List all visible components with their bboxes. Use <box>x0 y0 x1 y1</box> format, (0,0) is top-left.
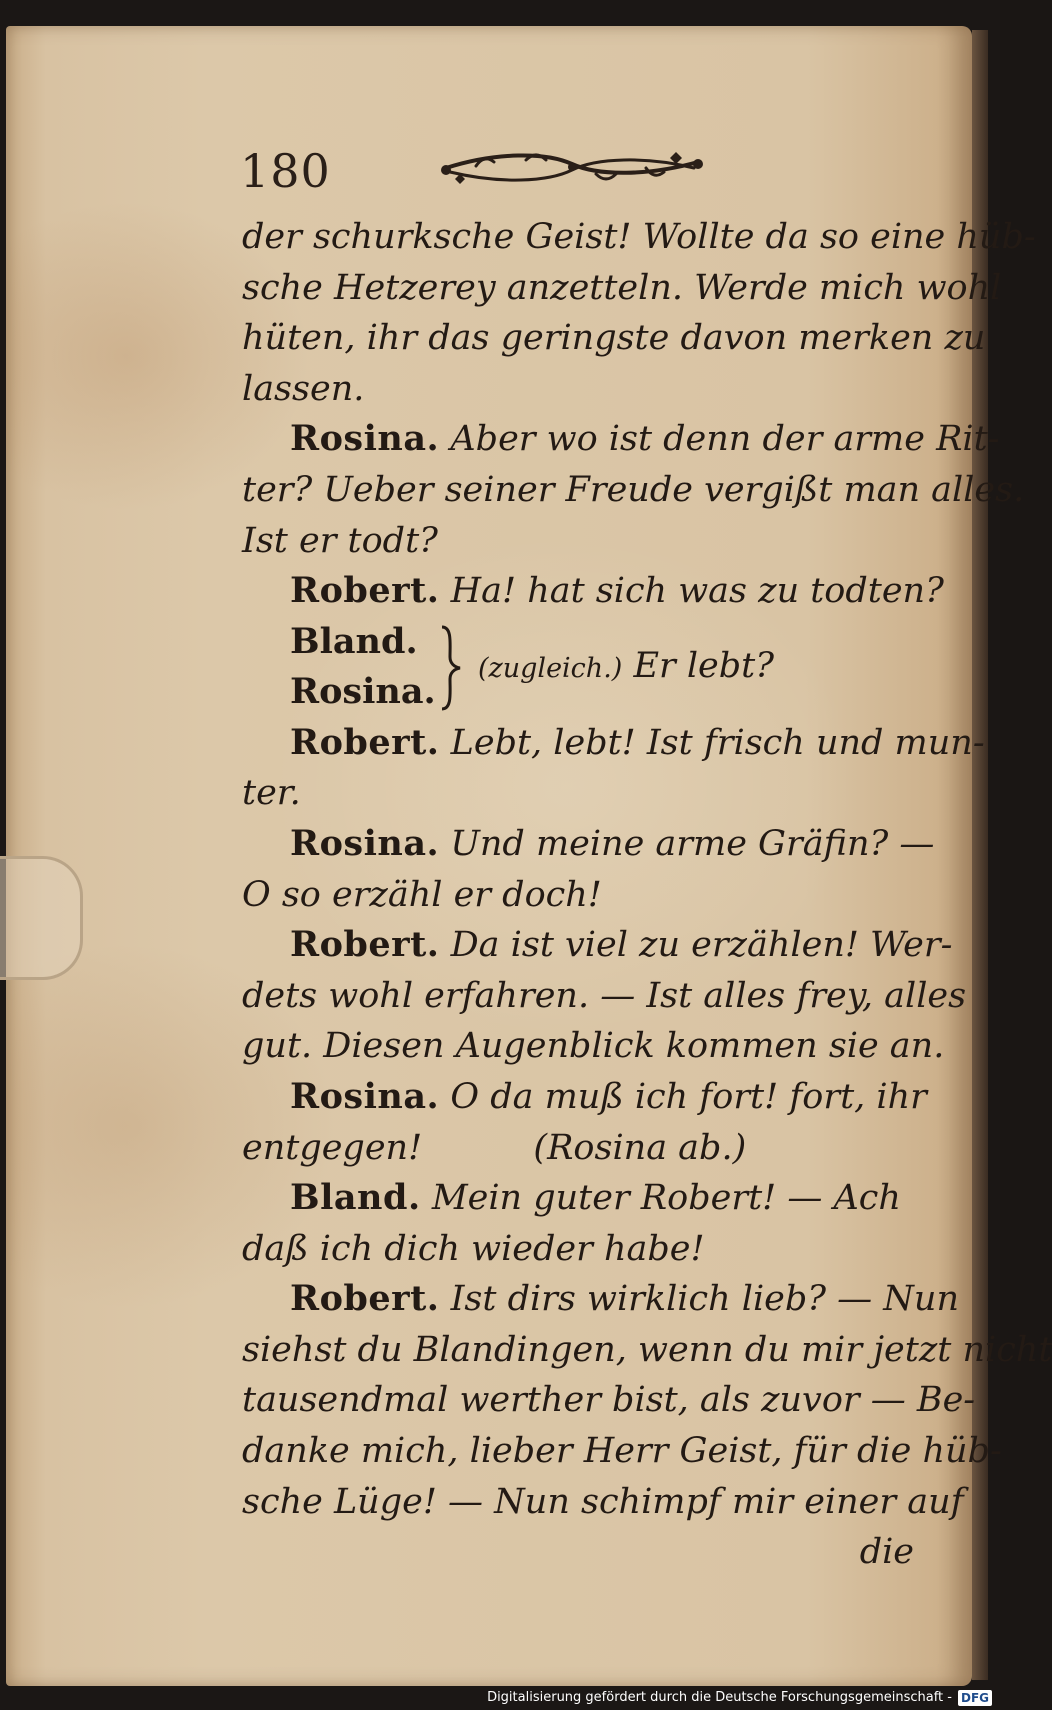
dfg-logo-icon: DFG <box>958 1690 992 1706</box>
text-line: Robert. Ist dirs wirklich lieb? — Nun <box>290 1278 959 1320</box>
speaker-name: Rosina. <box>290 418 440 460</box>
text-line: Bland. Mein guter Robert! — Ach <box>290 1177 901 1219</box>
speaker-name: Robert. <box>290 1278 440 1320</box>
speaker-name: Rosina. <box>290 670 436 712</box>
text-line: ter? Ueber seiner Freude vergißt man alles. <box>242 469 1025 510</box>
text-line: gut. Diesen Augenblick kommen sie an. <box>242 1026 945 1067</box>
credit-text: Digitalisierung gefördert durch die Deutsche Forschungsgemeinschaft - <box>487 1690 952 1705</box>
text-line: Robert. Lebt, lebt! Ist frisch und mun- <box>290 721 985 763</box>
text-line: lassen. <box>242 368 365 409</box>
speaker-name: Robert. <box>290 570 440 612</box>
speaker-name: Bland. <box>290 620 418 662</box>
book-page <box>6 26 1052 1686</box>
text-line: ter. <box>242 773 301 814</box>
text-line: Rosina. Aber wo ist denn der arme Rit- <box>290 418 1000 460</box>
page-tab-marker <box>0 856 83 980</box>
curly-brace-icon <box>438 623 464 713</box>
text-line: danke mich, lieber Herr Geist, für die hüb- <box>242 1431 1002 1472</box>
text-line: Rosina. Und meine arme Gräfin? — <box>290 822 935 864</box>
vine-ornament-icon <box>436 144 708 190</box>
text-line: O so erzähl er doch! <box>242 874 602 915</box>
text-line: Ist er todt? <box>242 520 438 561</box>
stage-direction: (zugleich.) <box>478 652 623 684</box>
page-text <box>242 212 1052 1578</box>
speaker-name: Rosina. <box>290 822 440 864</box>
text-line: tausendmal werther bist, als zuvor — Be- <box>242 1380 976 1421</box>
text-line: der schurksche Geist! Wollte da so eine hüb- <box>242 217 1036 257</box>
page-number: 180 <box>240 144 331 198</box>
text-line: Rosina. O da muß ich fort! fort, ihr <box>290 1075 927 1117</box>
speaker-name: Rosina. <box>290 1075 440 1117</box>
text-line: Robert. Da ist viel zu erzählen! Wer- <box>290 924 953 966</box>
digitization-credit <box>487 1686 992 1710</box>
joint-speech: Bland. Rosina. (zugleich.) Er lebt? <box>242 617 914 718</box>
catchword: die <box>859 1532 914 1573</box>
text-line: sche Hetzerey anzetteln. Werde mich wohl <box>242 267 1002 308</box>
text-line: daß ich dich wieder habe! <box>242 1228 705 1269</box>
text-line: sche Lüge! — Nun schimpf mir einer auf <box>242 1481 964 1522</box>
speaker-name: Robert. <box>290 924 440 966</box>
text-line: Robert. Ha! hat sich was zu todten? <box>290 570 944 612</box>
text-line: entgegen! (Rosina ab.) <box>242 1127 747 1168</box>
text-line: siehst du Blandingen, wenn du mir jetzt nicht <box>242 1329 1052 1370</box>
speaker-name: Bland. <box>290 1177 421 1219</box>
text-line: hüten, ihr das geringste davon merken zu <box>242 318 986 359</box>
text-line: dets wohl erfahren. — Ist alles frey, alles <box>242 975 967 1016</box>
speaker-name: Robert. <box>290 721 440 763</box>
